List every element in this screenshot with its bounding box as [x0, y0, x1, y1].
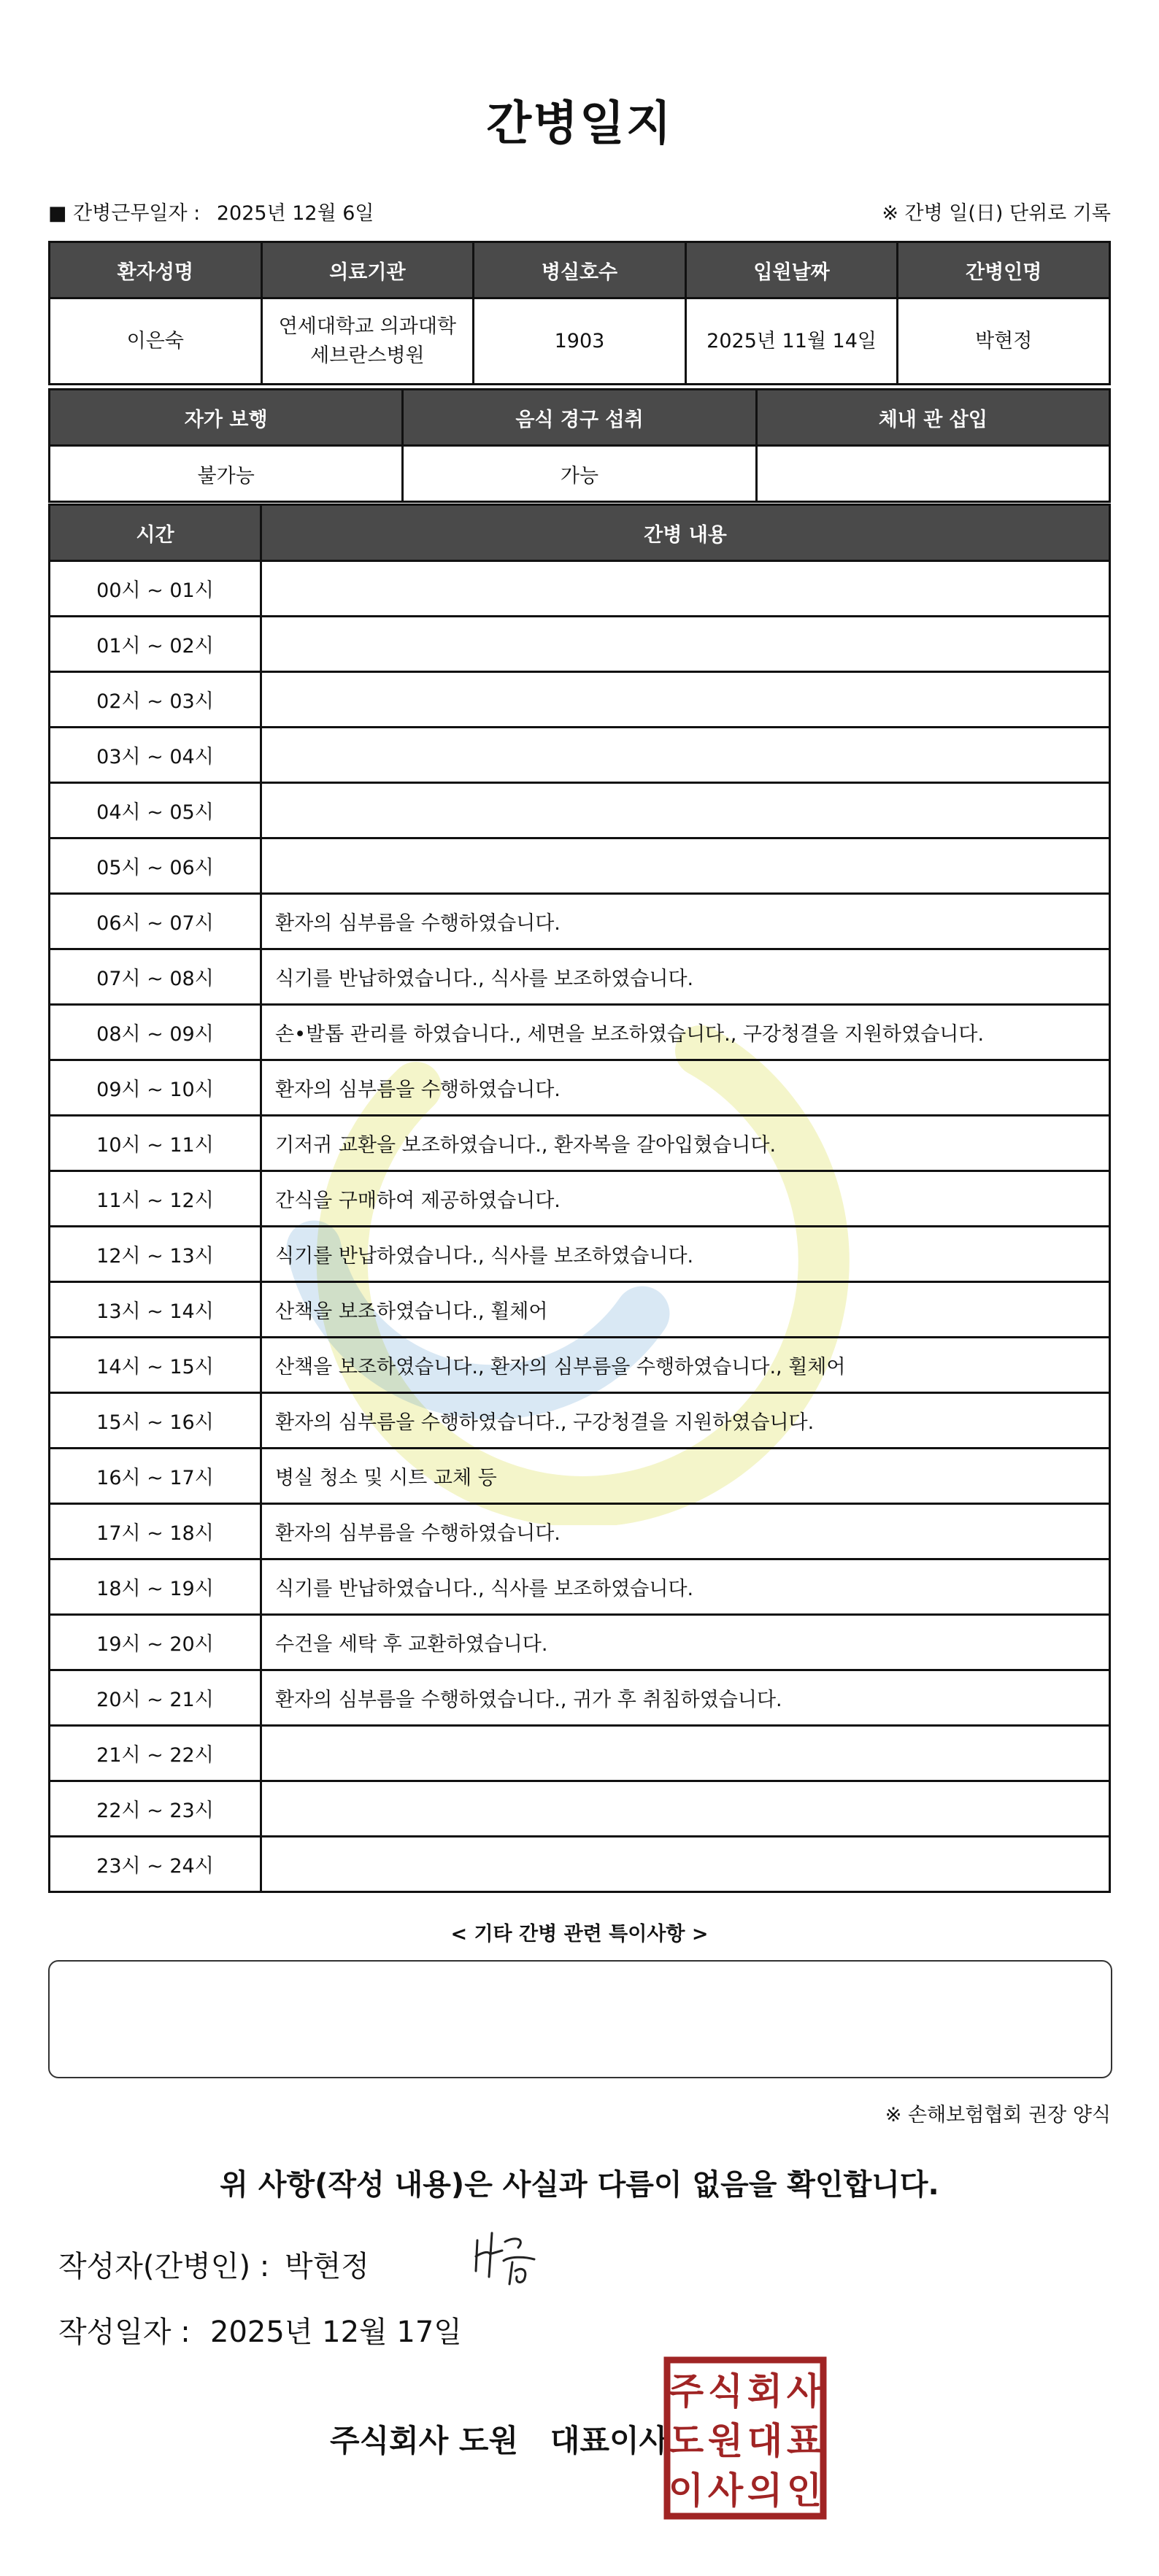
care-log-content [261, 561, 1110, 617]
care-log-row [50, 672, 1110, 728]
care-log-content: 병실 청소 및 시트 교체 등 [261, 1449, 1110, 1504]
writer-name: 박현정 [285, 2250, 369, 2283]
care-log-row [50, 838, 1110, 894]
care-log-row [50, 949, 1110, 1005]
care-log-row [50, 1449, 1110, 1504]
confirmation-statement: 위 사항(작성 내용)은 사실과 다름이 없음을 확인합니다. [220, 2168, 939, 2202]
seal-glyph: 인 [786, 2469, 823, 2512]
care-log-row [50, 1060, 1110, 1116]
care-log-time: 19시 ~ 20시 [50, 1615, 261, 1670]
care-log-row [50, 617, 1110, 672]
seal-glyph: 원 [707, 2420, 744, 2462]
care-log-row [50, 1005, 1110, 1060]
document-title: 간병일지 [486, 97, 673, 151]
company-signature-line: 주식회사 도원 대표이사 [330, 2423, 669, 2459]
admission-date: 2025년 11월 14일 [685, 298, 898, 385]
care-log-content: 간식을 구매하여 제공하였습니다. [261, 1171, 1110, 1227]
status-header-row [50, 390, 1110, 446]
care-log-row [50, 1726, 1110, 1781]
care-log-table [48, 504, 1111, 1893]
caregiver-name: 박현정 [898, 298, 1110, 385]
patient-info-header-row [50, 242, 1110, 298]
hospital-line-2: 세브란스병원 [310, 344, 425, 367]
work-date-label: ■ 간병근무일자 : [48, 202, 201, 225]
oral-intake-status: 가능 [403, 446, 756, 502]
care-log-content [261, 1837, 1110, 1892]
care-log-time: 10시 ~ 11시 [50, 1116, 261, 1171]
header-walking: 자가 보행 [50, 390, 403, 446]
care-log-content: 수건을 세탁 후 교환하였습니다. [261, 1615, 1110, 1670]
patient-status-table [48, 388, 1111, 503]
care-log-row [50, 1338, 1110, 1393]
care-log-row [50, 1227, 1110, 1282]
care-log-content [261, 617, 1110, 672]
care-log-row [50, 1282, 1110, 1338]
care-log-time: 14시 ~ 15시 [50, 1338, 261, 1393]
header-tube-insertion: 체내 관 삽입 [756, 390, 1109, 446]
seal-glyph: 이 [668, 2469, 704, 2512]
care-log-time: 12시 ~ 13시 [50, 1227, 261, 1282]
care-log-time: 06시 ~ 07시 [50, 894, 261, 949]
header-patient-name: 환자성명 [50, 242, 262, 298]
care-log-time: 02시 ~ 03시 [50, 672, 261, 728]
seal-glyph: 식 [707, 2370, 744, 2413]
care-log-content: 식기를 반납하였습니다., 식사를 보조하였습니다. [261, 949, 1110, 1005]
care-log-time: 01시 ~ 02시 [50, 617, 261, 672]
company-seal-stamp [663, 2356, 828, 2521]
insurance-form-note: ※ 손해보험협회 권장 양식 [885, 2104, 1111, 2126]
care-log-content: 환자의 심부름을 수행하였습니다. [261, 1060, 1110, 1116]
patient-name: 이은숙 [50, 298, 262, 385]
care-log-row [50, 894, 1110, 949]
care-log-time: 13시 ~ 14시 [50, 1282, 261, 1338]
care-log-time: 05시 ~ 06시 [50, 838, 261, 894]
care-log-time: 21시 ~ 22시 [50, 1726, 261, 1781]
header-caregiver: 간병인명 [898, 242, 1110, 298]
care-log-row [50, 1559, 1110, 1615]
care-log-time: 07시 ~ 08시 [50, 949, 261, 1005]
care-log-row [50, 561, 1110, 617]
care-log-time: 18시 ~ 19시 [50, 1559, 261, 1615]
notes-box [48, 1960, 1112, 2078]
walking-status: 불가능 [50, 446, 403, 502]
hospital-name [261, 298, 474, 385]
written-date-value: 2025년 12월 17일 [210, 2315, 462, 2349]
care-log-content: 산책을 보조하였습니다., 환자의 심부름을 수행하였습니다., 휠체어 [261, 1338, 1110, 1393]
header-care-content: 간병 내용 [261, 505, 1110, 561]
care-log-row [50, 1837, 1110, 1892]
care-log-time: 20시 ~ 21시 [50, 1670, 261, 1726]
care-log-row [50, 1781, 1110, 1837]
care-log-time: 03시 ~ 04시 [50, 728, 261, 783]
handwritten-signature [467, 2226, 547, 2291]
care-log-content: 환자의 심부름을 수행하였습니다., 구강청결을 지원하였습니다. [261, 1393, 1110, 1449]
header-admission-date: 입원날짜 [685, 242, 898, 298]
care-log-content: 식기를 반납하였습니다., 식사를 보조하였습니다. [261, 1227, 1110, 1282]
care-log-content: 환자의 심부름을 수행하였습니다. [261, 1504, 1110, 1559]
care-log-content [261, 838, 1110, 894]
care-log-content [261, 728, 1110, 783]
care-log-content: 기저귀 교환을 보조하였습니다., 환자복을 갈아입혔습니다. [261, 1116, 1110, 1171]
care-log-content [261, 1781, 1110, 1837]
seal-glyph: 의 [747, 2469, 783, 2512]
care-log-time: 22시 ~ 23시 [50, 1781, 261, 1837]
care-log-row [50, 1171, 1110, 1227]
care-log-row [50, 1393, 1110, 1449]
care-log-time: 08시 ~ 09시 [50, 1005, 261, 1060]
care-log-row [50, 783, 1110, 838]
status-value-row [50, 446, 1110, 502]
care-log-content: 환자의 심부름을 수행하였습니다., 귀가 후 취침하였습니다. [261, 1670, 1110, 1726]
care-log-content: 환자의 심부름을 수행하였습니다. [261, 894, 1110, 949]
work-date [48, 197, 374, 225]
seal-glyph: 회 [747, 2370, 783, 2413]
care-log-row [50, 1504, 1110, 1559]
record-note: ※ 간병 일(日) 단위로 기록 [882, 202, 1111, 225]
care-log-body [50, 561, 1110, 1892]
care-log-content [261, 783, 1110, 838]
care-log-row [50, 1670, 1110, 1726]
care-log-time: 17시 ~ 18시 [50, 1504, 261, 1559]
care-log-row [50, 1116, 1110, 1171]
seal-glyph: 대 [747, 2420, 783, 2462]
care-log-content: 산책을 보조하였습니다., 휠체어 [261, 1282, 1110, 1338]
care-log-header-row [50, 505, 1110, 561]
header-room: 병실호수 [474, 242, 686, 298]
care-log-time: 00시 ~ 01시 [50, 561, 261, 617]
seal-glyph: 도 [668, 2420, 704, 2462]
patient-info-value-row [50, 298, 1110, 385]
seal-glyph: 주 [668, 2370, 704, 2413]
care-log-content [261, 672, 1110, 728]
work-date-value: 2025년 12월 6일 [216, 202, 374, 225]
care-log-time: 23시 ~ 24시 [50, 1837, 261, 1892]
care-log-row [50, 728, 1110, 783]
seal-glyph: 사 [707, 2469, 744, 2512]
care-log-time: 09시 ~ 10시 [50, 1060, 261, 1116]
header-time: 시간 [50, 505, 261, 561]
room-number: 1903 [474, 298, 686, 385]
hospital-line-1: 연세대학교 의과대학 [278, 315, 457, 339]
care-log-time: 04시 ~ 05시 [50, 783, 261, 838]
header-hospital: 의료기관 [261, 242, 474, 298]
care-log-content [261, 1726, 1110, 1781]
seal-glyph: 사 [786, 2370, 823, 2413]
writer-label: 작성자(간병인) : [58, 2250, 270, 2283]
seal-glyph: 표 [786, 2420, 823, 2462]
header-oral-intake: 음식 경구 섭취 [403, 390, 756, 446]
notes-heading: < 기타 간병 관련 특이사항 > [450, 1923, 709, 1946]
care-log-time: 16시 ~ 17시 [50, 1449, 261, 1504]
patient-info-table [48, 241, 1111, 385]
care-log-time: 11시 ~ 12시 [50, 1171, 261, 1227]
tube-insertion-status [756, 446, 1109, 502]
care-log-content: 식기를 반납하였습니다., 식사를 보조하였습니다. [261, 1559, 1110, 1615]
care-log-row [50, 1615, 1110, 1670]
care-log-content: 손•발톱 관리를 하였습니다., 세면을 보조하였습니다., 구강청결을 지원하였습니다. [261, 1005, 1110, 1060]
written-date-label: 작성일자 : [58, 2315, 190, 2349]
care-log-time: 15시 ~ 16시 [50, 1393, 261, 1449]
